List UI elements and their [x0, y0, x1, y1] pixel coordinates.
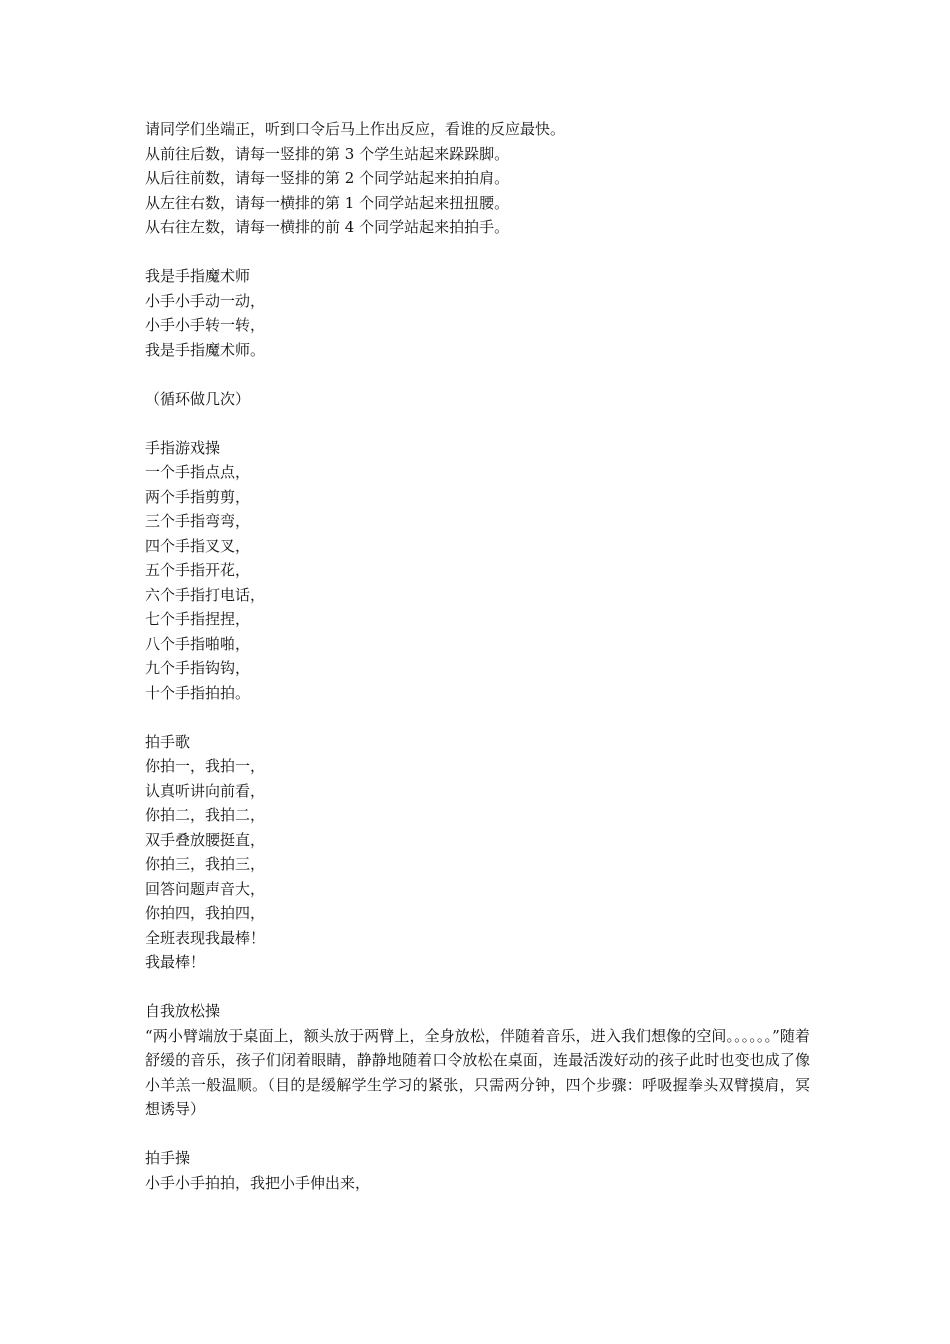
section-title: 拍手歌 [145, 732, 191, 751]
text-line: 六个手指打电话， [145, 585, 266, 604]
text-line: 三个手指弯弯， [145, 512, 251, 530]
text-line: 从左往右数，请每一横排的第 1 个同学站起来扭扭腰。 [145, 193, 510, 212]
text-line: 从后往前数，请每一竖排的第 2 个同学站起来拍拍肩。 [145, 169, 510, 187]
section-title: 我是手指魔术师 [145, 267, 251, 285]
text-line: 十个手指拍拍。 [145, 683, 251, 702]
text-line: 双手叠放腰挺直， [145, 830, 266, 849]
text-line: 小手小手动一动， [145, 291, 266, 310]
text-line: 小手小手转一转， [145, 316, 266, 334]
text-line: 小手小手拍拍，我把小手伸出来， [145, 1173, 371, 1192]
clapping-song-block [145, 730, 810, 975]
text-line: 七个手指捏捏， [145, 610, 251, 628]
text-line: 八个手指啪啪， [145, 634, 251, 653]
text-line: 一个手指点点， [145, 463, 251, 481]
text-line: 九个手指钩钩， [145, 659, 251, 677]
text-line: 你拍一，我拍一， [145, 757, 266, 775]
text-line: 请同学们坐端正，听到口令后马上作出反应，看谁的反应最快。 [145, 120, 566, 138]
text-line: 两个手指剪剪， [145, 487, 251, 506]
text-line: 全班表现我最棒！ [145, 928, 266, 947]
text-line: 你拍二，我拍二， [145, 806, 266, 824]
text-line: （循环做几次） [145, 389, 251, 408]
section-title: 自我放松操 [145, 1002, 221, 1020]
clapping-exercise-block [145, 1146, 810, 1195]
text-line: 认真听讲向前看， [145, 781, 266, 800]
text-line: 从前往后数，请每一竖排的第 3 个学生站起来跺跺脚。 [145, 144, 510, 163]
text-line: 四个手指叉叉， [145, 536, 251, 555]
text-line: 五个手指开花， [145, 561, 251, 579]
section-title: 手指游戏操 [145, 438, 221, 457]
section-title: 拍手操 [145, 1149, 191, 1167]
relaxation-paragraph: “两小臂端放于桌面上，额头放于两臂上，全身放松，伴随着音乐，进入我们想像的空间。。。。。。”随着舒缓的音乐，孩子们闭着眼睛，静静地随着口令放松在桌面，连最活泼好动的孩子此时也变也成了像小羊羔一般温顺。（目的是缓解学生学习的紧张，只需两分钟，四个步骤：呼吸握拳头双臂摸肩，冥想诱导） [145, 1026, 810, 1118]
text-line: 回答问题声音大， [145, 879, 266, 898]
finger-magician-block [145, 264, 810, 362]
text-line: 我最棒！ [145, 953, 206, 971]
document-page [145, 117, 810, 1220]
text-line: 从右往左数，请每一横排的前 4 个同学站起来拍拍手。 [145, 218, 510, 236]
repeat-note-block [145, 387, 810, 412]
text-line: 你拍四，我拍四， [145, 904, 266, 922]
finger-game-block [145, 436, 810, 706]
relaxation-block [145, 999, 810, 1122]
text-line: 我是手指魔术师。 [145, 340, 266, 359]
text-line: 你拍三，我拍三， [145, 855, 266, 873]
instructions-block [145, 117, 810, 240]
